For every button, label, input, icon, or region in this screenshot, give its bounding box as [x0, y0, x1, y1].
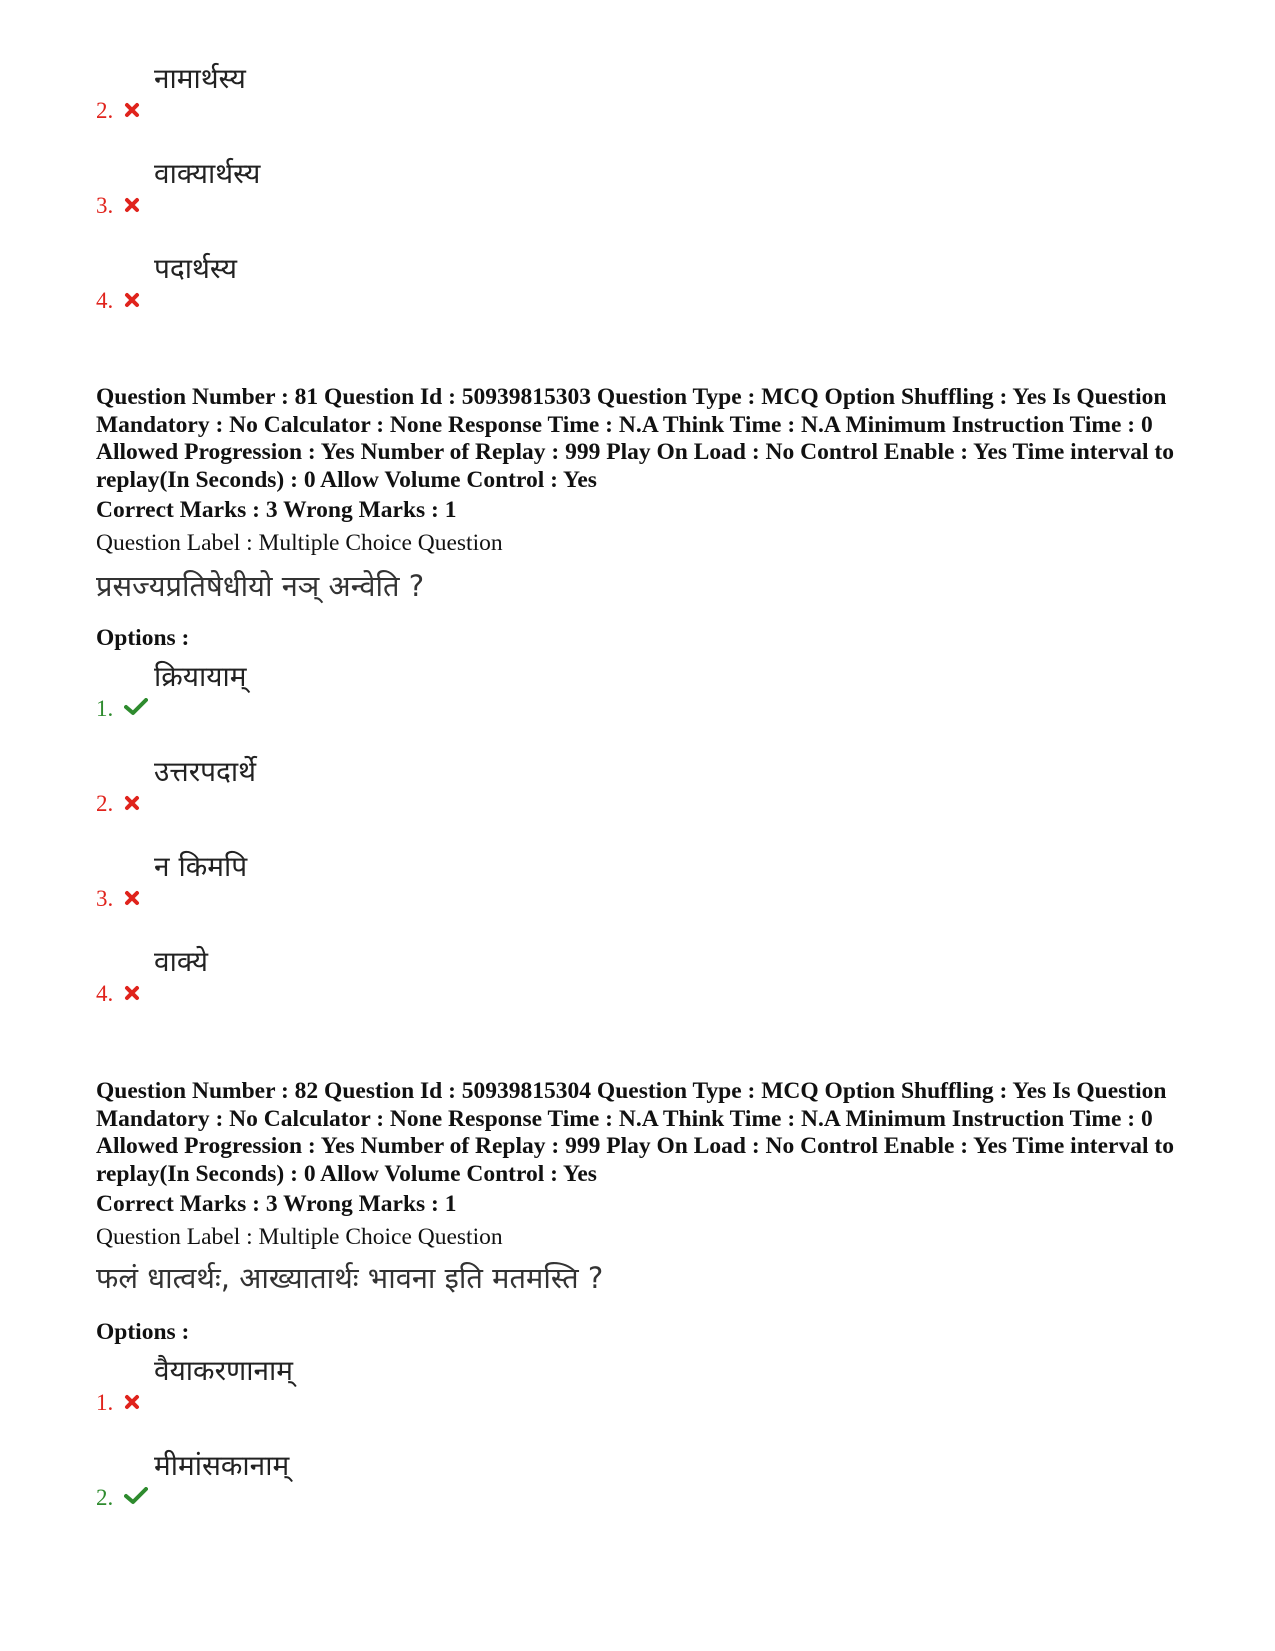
option-item — [96, 1449, 696, 1509]
cross-icon — [124, 102, 140, 118]
option-number: 4. — [96, 288, 114, 313]
question-meta: Question Number : 82 Question Id : 50939815304 Question Type : MCQ Option Shuffling : Yes Is Question Mandatory : No Calculator : None Response Time : N.A Think Time : N.A Minimum Instruction Time : 0 Allowed Progression : Yes Number of Replay : 999 Play On Load : No Control Enable : Yes Time interval to replay(In Seconds) : 0 Allow Volume Control : Yes — [96, 1078, 1174, 1187]
option-text: वाक्ये — [154, 945, 209, 978]
option-text: पदार्थस्य — [154, 252, 238, 285]
option-item — [96, 945, 696, 1005]
options-heading: Options : — [96, 625, 190, 651]
question-marks: Correct Marks : 3 Wrong Marks : 1 — [96, 1191, 457, 1217]
option-number: 2. — [96, 98, 114, 123]
question-meta: Question Number : 81 Question Id : 50939815303 Question Type : MCQ Option Shuffling : Yes Is Question Mandatory : No Calculator : None Response Time : N.A Think Time : N.A Minimum Instruction Time : 0 Allowed Progression : Yes Number of Replay : 999 Play On Load : No Control Enable : Yes Time interval to replay(In Seconds) : 0 Allow Volume Control : Yes — [96, 384, 1174, 493]
question-text: फलं धात्वर्थः, आख्यातार्थः भावना इति मतमस्ति ? — [96, 1261, 604, 1295]
option-text: मीमांसकानाम् — [154, 1449, 290, 1482]
option-number: 2. — [96, 1485, 114, 1510]
option-item — [96, 252, 696, 312]
option-item — [96, 850, 696, 910]
question-label: Question Label : Multiple Choice Question — [96, 1224, 503, 1250]
cross-icon — [124, 292, 140, 308]
question-text: प्रसज्यप्रतिषेधीयो नञ् अन्वेति ? — [96, 569, 425, 603]
option-number: 3. — [96, 193, 114, 218]
option-number: 1. — [96, 696, 114, 721]
options-heading: Options : — [96, 1319, 190, 1345]
option-number: 4. — [96, 981, 114, 1006]
option-number: 1. — [96, 1390, 114, 1415]
option-number: 3. — [96, 886, 114, 911]
cross-icon — [124, 985, 140, 1001]
check-icon — [124, 1487, 148, 1505]
option-text: वाक्यार्थस्य — [154, 157, 261, 190]
option-text: नामार्थस्य — [154, 62, 246, 95]
option-item — [96, 1354, 696, 1414]
question-marks: Correct Marks : 3 Wrong Marks : 1 — [96, 497, 457, 523]
option-item — [96, 755, 696, 815]
cross-icon — [124, 890, 140, 906]
option-item — [96, 660, 696, 720]
cross-icon — [124, 197, 140, 213]
option-number: 2. — [96, 791, 114, 816]
option-text: क्रियायाम् — [154, 660, 247, 693]
option-item — [96, 62, 696, 122]
cross-icon — [124, 795, 140, 811]
question-label: Question Label : Multiple Choice Question — [96, 530, 503, 556]
cross-icon — [124, 1394, 140, 1410]
option-text: उत्तरपदार्थे — [154, 755, 257, 788]
option-item — [96, 157, 696, 217]
option-text: वैयाकरणानाम् — [154, 1354, 294, 1387]
check-icon — [124, 698, 148, 716]
option-text: न किमपि — [154, 850, 248, 883]
